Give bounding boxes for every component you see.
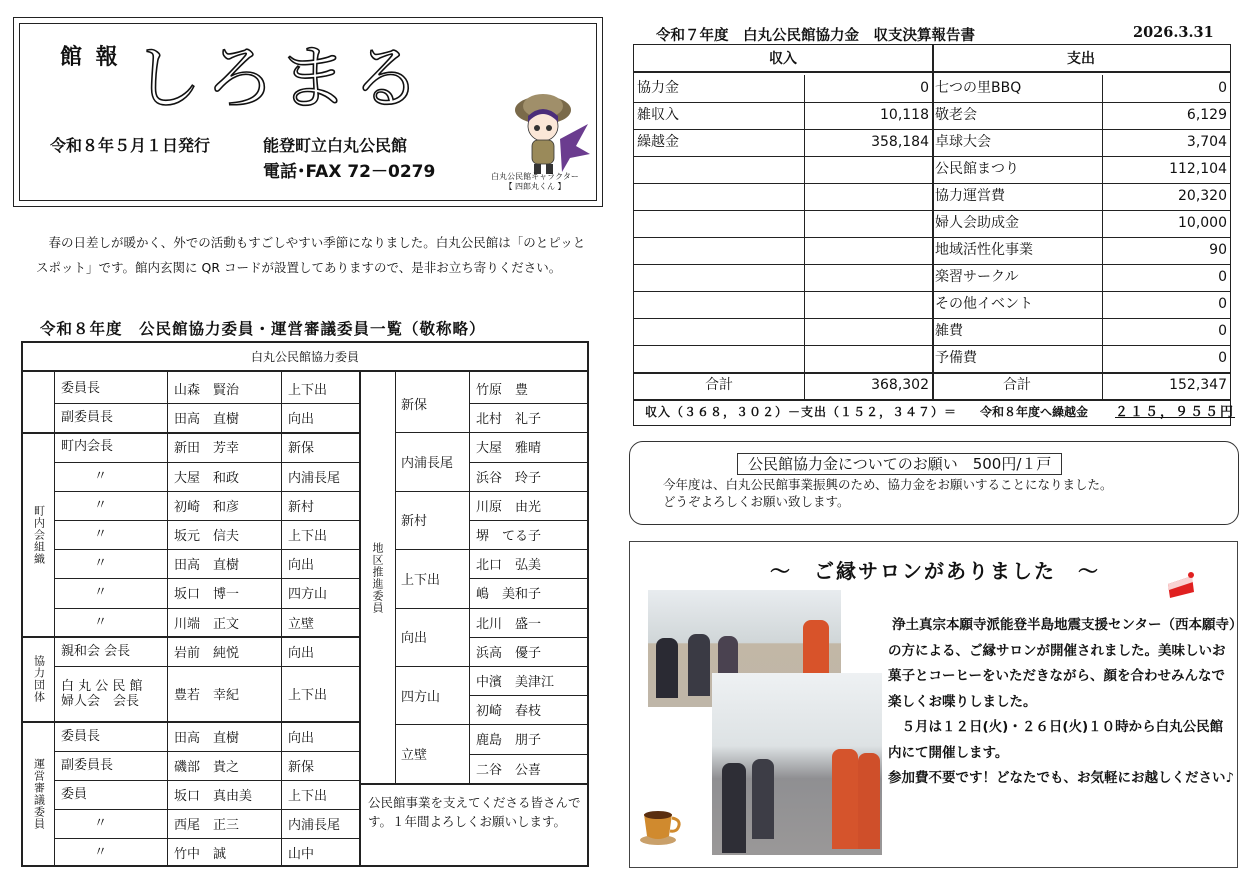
committee-area: 上下出 bbox=[288, 688, 328, 704]
committee-role: 〃 bbox=[94, 468, 108, 484]
committee-role: 副委員長 bbox=[61, 410, 114, 426]
row-divider bbox=[469, 520, 587, 521]
committee-role: 〃 bbox=[94, 816, 108, 832]
mascot-caption-line2: 【 四郎丸くん 】 bbox=[504, 182, 566, 191]
committee-role: 〃 bbox=[94, 497, 108, 513]
salon-paragraph-3: 参加費不要です！どなたでも、お気軽にお越しください♪ bbox=[888, 770, 1235, 786]
col-divider bbox=[804, 75, 805, 399]
district-member: 初崎 春枝 bbox=[476, 704, 542, 720]
expense-amount: 90 bbox=[1209, 242, 1227, 258]
col-divider bbox=[1102, 75, 1103, 399]
district-member: 中濱 美津江 bbox=[476, 675, 555, 691]
expense-item: その他イベント bbox=[935, 296, 1033, 312]
expense-item: 七つの里BBQ bbox=[935, 80, 1022, 96]
row-divider bbox=[469, 403, 587, 404]
salon-article bbox=[629, 541, 1238, 868]
expense-amount: 112,104 bbox=[1169, 161, 1227, 177]
salon-body bbox=[888, 613, 1236, 792]
district-name: 上下出 bbox=[401, 572, 441, 588]
closing-note: 公民館事業を支えてくださる皆さんです。１年間よろしくお願いします。 bbox=[368, 794, 581, 829]
committee-area: 内浦長尾 bbox=[288, 818, 341, 834]
committee-member-name: 大屋 和政 bbox=[174, 470, 240, 486]
committee-area: 向出 bbox=[288, 645, 315, 661]
expense-amount: 0 bbox=[1218, 350, 1227, 366]
expense-item: 卓球大会 bbox=[935, 134, 991, 150]
committee-member-name: 豊若 幸紀 bbox=[174, 688, 240, 704]
expense-header: 支出 bbox=[932, 45, 1230, 73]
committee-role: 委員長 bbox=[61, 728, 101, 744]
expense-amount: 0 bbox=[1218, 296, 1227, 312]
committee-member-name: 磯部 貴之 bbox=[174, 759, 240, 775]
committee-member-name: 田高 直樹 bbox=[174, 558, 240, 574]
committee-member-name: 岩前 純悦 bbox=[174, 645, 240, 661]
request-body bbox=[663, 476, 1113, 510]
district-name: 向出 bbox=[401, 631, 428, 647]
expense-item: 雑費 bbox=[935, 323, 963, 339]
expense-amount: 0 bbox=[1218, 80, 1227, 96]
committee-role: 親和会 会長 bbox=[61, 643, 131, 659]
expense-item: 公民館まつり bbox=[935, 161, 1019, 177]
expense-item: 敬老会 bbox=[935, 107, 977, 123]
district-member: 大屋 雅晴 bbox=[476, 441, 542, 457]
group-label-district: 地区推進委員 bbox=[371, 542, 384, 615]
row-divider bbox=[469, 695, 587, 696]
committee-table bbox=[21, 341, 589, 867]
committee-area: 四方山 bbox=[288, 587, 328, 603]
expense-total: 152,347 bbox=[1169, 377, 1227, 393]
row-divider bbox=[359, 783, 587, 785]
group-label-council: 運営審議委員 bbox=[32, 758, 46, 831]
income-amount: 10,118 bbox=[880, 107, 929, 123]
committee-area: 内浦長尾 bbox=[288, 470, 341, 486]
committee-role: 町内会長 bbox=[61, 439, 114, 455]
committee-area: 新保 bbox=[288, 759, 315, 775]
committee-area: 上下出 bbox=[288, 383, 328, 399]
district-name: 四方山 bbox=[401, 689, 441, 705]
expense-total-label: 合計 bbox=[1003, 377, 1031, 393]
col-divider bbox=[167, 372, 168, 867]
expense-item: 協力運営費 bbox=[935, 188, 1005, 204]
request-title: 公民館協力金についてのお願い 500円/１戸 bbox=[737, 453, 1062, 475]
committee-area: 新保 bbox=[288, 441, 315, 457]
committee-member-name: 坂口 真由美 bbox=[174, 788, 253, 804]
col-divider bbox=[932, 45, 934, 399]
committee-role: 〃 bbox=[94, 527, 108, 543]
issue-date: 令和８年５月１日発行 bbox=[50, 136, 211, 155]
district-member: 浜高 優子 bbox=[476, 645, 542, 661]
district-name: 新保 bbox=[401, 397, 428, 413]
committee-member-name: 田高 直樹 bbox=[174, 412, 240, 428]
contribution-request-box bbox=[629, 441, 1239, 525]
income-total: 368,302 bbox=[871, 377, 929, 393]
committee-table-header: 白丸公民館協力委員 bbox=[23, 343, 587, 372]
col-divider bbox=[54, 372, 55, 867]
committee-area: 新村 bbox=[288, 499, 315, 515]
salon-paragraph-2: ５月は１２日(火)・２６日(火)１０時から白丸公民館内にて開催します。 bbox=[888, 719, 1224, 761]
income-header: 収入 bbox=[634, 45, 932, 73]
district-member: 嶋 美和子 bbox=[476, 587, 542, 603]
mascot-caption bbox=[475, 172, 595, 192]
district-name: 内浦長尾 bbox=[401, 456, 454, 472]
committee-list-title: 令和８年度 公民館協力委員・運営審議委員一覧（敬称略） bbox=[40, 320, 486, 338]
income-item: 雑収入 bbox=[637, 107, 679, 123]
committee-area: 向出 bbox=[288, 730, 315, 746]
masthead bbox=[13, 17, 603, 207]
district-member: 北口 弘美 bbox=[476, 558, 542, 574]
mascot-illustration bbox=[510, 84, 590, 180]
committee-role: 委員 bbox=[61, 786, 88, 802]
group-label-coop: 協力団体 bbox=[32, 655, 46, 704]
committee-member-name: 新田 芳幸 bbox=[174, 441, 240, 457]
newsletter-title: しろまる bbox=[132, 37, 424, 119]
salon-title: ～ ご縁サロンがありました ～ bbox=[770, 559, 1100, 583]
committee-member-name: 川端 正文 bbox=[174, 616, 240, 632]
committee-role: 〃 bbox=[94, 614, 108, 630]
col-divider bbox=[281, 372, 282, 867]
committee-member-name: 西尾 正三 bbox=[174, 818, 240, 834]
organization-name: 能登町立白丸公民館 bbox=[263, 136, 408, 155]
coffee-cup-icon bbox=[636, 800, 686, 850]
income-total-label: 合計 bbox=[705, 377, 733, 393]
carryover-label: 令和８年度へ繰越金 bbox=[980, 405, 1089, 419]
finance-summary: 収入（３６８，３０２）－支出（１５２，３４７）＝ bbox=[645, 405, 958, 419]
carryover-amount: ２１５，９５５円 bbox=[1115, 405, 1236, 420]
committee-member-name: 坂口 博一 bbox=[174, 587, 240, 603]
intro-paragraph: 春の日差しが暖かく、外での活動もすごしやすい季節になりました。白丸公民館は「のとピッとスポット」です。館内玄関に QR コードが設置してありますので、是非お立ち寄りください。 bbox=[36, 235, 586, 275]
district-member: 鹿島 朋子 bbox=[476, 733, 542, 749]
group-label-town: 町内会組織 bbox=[32, 504, 46, 565]
expense-amount: 0 bbox=[1218, 323, 1227, 339]
row-divider bbox=[469, 462, 587, 463]
district-member: 二谷 公喜 bbox=[476, 762, 542, 778]
expense-amount: 20,320 bbox=[1178, 188, 1227, 204]
committee-member-name: 田高 直樹 bbox=[174, 730, 240, 746]
row-divider bbox=[469, 578, 587, 579]
salon-photo-2 bbox=[712, 673, 882, 855]
district-member: 北村 礼子 bbox=[476, 412, 542, 428]
income-amount: 0 bbox=[920, 80, 929, 96]
finance-table bbox=[633, 44, 1231, 426]
salon-paragraph-1: 浄土真宗本願寺派能登半島地震支援センター（西本願寺）の方による、ご縁サロンが開催されました。美味しいお菓子とコーヒーをいただきながら、顔を合わせみんなで楽しくお喋りしました。 bbox=[888, 617, 1236, 710]
district-member: 竹原 豊 bbox=[476, 383, 529, 399]
income-item: 協力金 bbox=[637, 80, 679, 96]
row-divider bbox=[469, 754, 587, 755]
committee-area: 立壁 bbox=[288, 616, 315, 632]
kanpo-label: 館 報 bbox=[60, 45, 121, 70]
expense-item: 楽習サークル bbox=[935, 269, 1019, 285]
expense-item: 地域活性化事業 bbox=[935, 242, 1033, 258]
group-divider bbox=[23, 721, 359, 723]
committee-area: 山中 bbox=[288, 847, 315, 863]
income-item: 繰越金 bbox=[637, 134, 679, 150]
row-divider bbox=[469, 637, 587, 638]
masthead-frame bbox=[19, 23, 597, 201]
finance-title: 令和７年度 白丸公民館協力金 収支決算報告書 bbox=[656, 28, 975, 44]
committee-role: 〃 bbox=[94, 556, 108, 572]
committee-member-name: 竹中 誠 bbox=[174, 847, 227, 863]
expense-item: 予備費 bbox=[935, 350, 977, 366]
committee-member-name: 山森 賢治 bbox=[174, 383, 240, 399]
committee-role: 白 丸 公 民 館 婦人会 会長 bbox=[61, 678, 143, 709]
mascot-caption-line1: 白丸公民館キャラクター bbox=[491, 172, 579, 181]
finance-date: 2026.3.31 bbox=[1133, 24, 1214, 41]
group-divider bbox=[23, 432, 359, 434]
committee-area: 上下出 bbox=[288, 788, 328, 804]
district-member: 北川 盛一 bbox=[476, 616, 542, 632]
district-member: 浜谷 玲子 bbox=[476, 470, 542, 486]
expense-amount: 3,704 bbox=[1186, 134, 1227, 150]
district-member: 堺 てる子 bbox=[476, 529, 542, 545]
committee-member-name: 坂元 信夫 bbox=[174, 529, 240, 545]
district-member: 川原 由光 bbox=[476, 499, 542, 515]
committee-role: 〃 bbox=[94, 845, 108, 861]
district-name: 立壁 bbox=[401, 748, 428, 764]
committee-member-name: 初崎 和彦 bbox=[174, 499, 240, 515]
expense-amount: 0 bbox=[1218, 269, 1227, 285]
committee-role: 副委員長 bbox=[61, 757, 114, 773]
request-line-2: どうぞよろしくお願い致します。 bbox=[663, 494, 850, 509]
group-divider bbox=[23, 636, 359, 638]
expense-amount: 10,000 bbox=[1178, 215, 1227, 231]
district-name: 新村 bbox=[401, 514, 428, 530]
committee-area: 向出 bbox=[288, 558, 315, 574]
phone-fax: 電話･FAX 72－0279 bbox=[263, 162, 436, 182]
committee-area: 上下出 bbox=[288, 529, 328, 545]
expense-item: 婦人会助成金 bbox=[935, 215, 1019, 231]
committee-role: 委員長 bbox=[61, 381, 101, 397]
cake-icon bbox=[1164, 570, 1198, 600]
income-amount: 358,184 bbox=[871, 134, 929, 150]
request-line-1: 今年度は、白丸公民館事業振興のため、協力金をお願いすることになりました。 bbox=[663, 477, 1113, 492]
expense-amount: 6,129 bbox=[1186, 107, 1227, 123]
committee-role: 〃 bbox=[94, 585, 108, 601]
committee-area: 向出 bbox=[288, 412, 315, 428]
